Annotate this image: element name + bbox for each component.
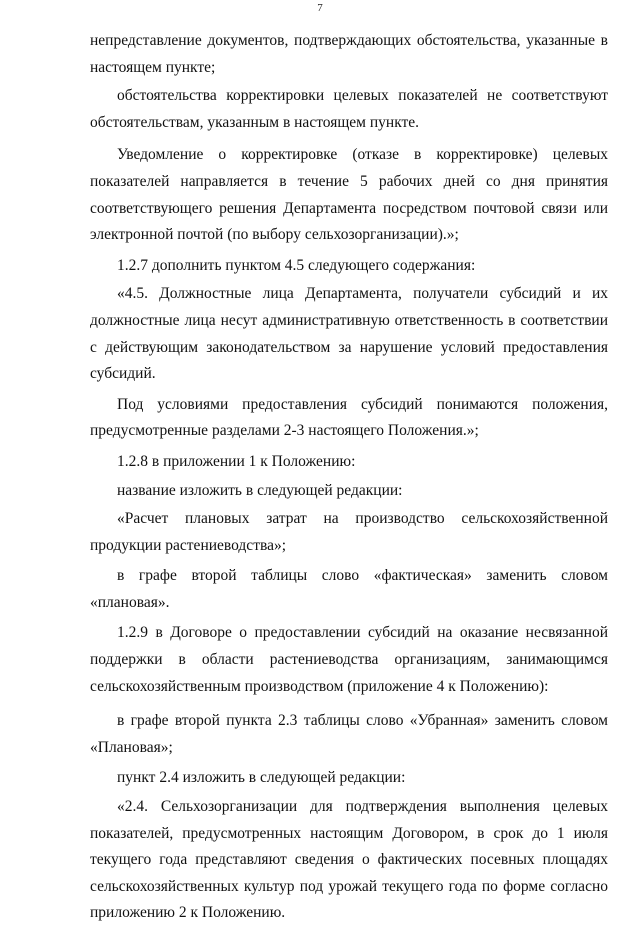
paragraph: Под условиями предоставления субсидий понимаются положения, предусмотренные разделами 2-3 настоящего Положения.»;	[90, 395, 608, 440]
paragraph: «2.4. Сельхозорганизации для подтверждения выполнения целевых показателей, предусмотренных настоящим Договором, в срок до 1 июля текущего года представляют сведения о фактических посевных площадях сельскохозяйственных культур под урожай текущего года по форме согласно приложению 2 к Положению.	[90, 798, 608, 922]
paragraph: 1.2.7 дополнить пунктом 4.5 следующего содержания:	[117, 256, 476, 274]
paragraph: непредставление документов, подтверждающих обстоятельства, указанные в настоящем пункте;	[90, 32, 608, 76]
document-body	[90, 28, 608, 927]
paragraph: «4.5. Должностные лица Департамента, получатели субсидий и их должностные лица несут административную ответственность в соответствии с действующим законодательством за нарушение условий предоставления субсидий.	[90, 285, 608, 383]
page-number: 7	[317, 2, 323, 14]
paragraph: «Расчет плановых затрат на производство сельскохозяйственной продукции растениеводства»;	[90, 510, 608, 554]
paragraph: в графе второй таблицы слово «фактическая» заменить словом «плановая».	[90, 567, 608, 611]
paragraph: 1.2.8 в приложении 1 к Положению:	[117, 452, 356, 470]
paragraph: обстоятельства корректировки целевых показателей не соответствуют обстоятельствам, указанным в настоящем пункте.	[90, 87, 608, 131]
paragraph: Уведомление о корректировке (отказе в корректировке) целевых показателей направляется в течение 5 рабочих дней со дня принятия соответствующего решения Департамента посредством почтовой связи или электронной почтой (по выбору сельхозорганизации).»;	[90, 146, 608, 244]
paragraph: пункт 2.4 изложить в следующей редакции:	[117, 769, 406, 787]
paragraph: название изложить в следующей редакции:	[117, 481, 403, 499]
paragraph: в графе второй пункта 2.3 таблицы слово «Убранная» заменить словом «Плановая»;	[90, 712, 608, 756]
paragraph: 1.2.9 в Договоре о предоставлении субсидий на оказание несвязанной поддержки в области растениеводства организациям, занимающимся сельскохозяйственным производством (приложение 4 к Положению):	[90, 624, 608, 695]
